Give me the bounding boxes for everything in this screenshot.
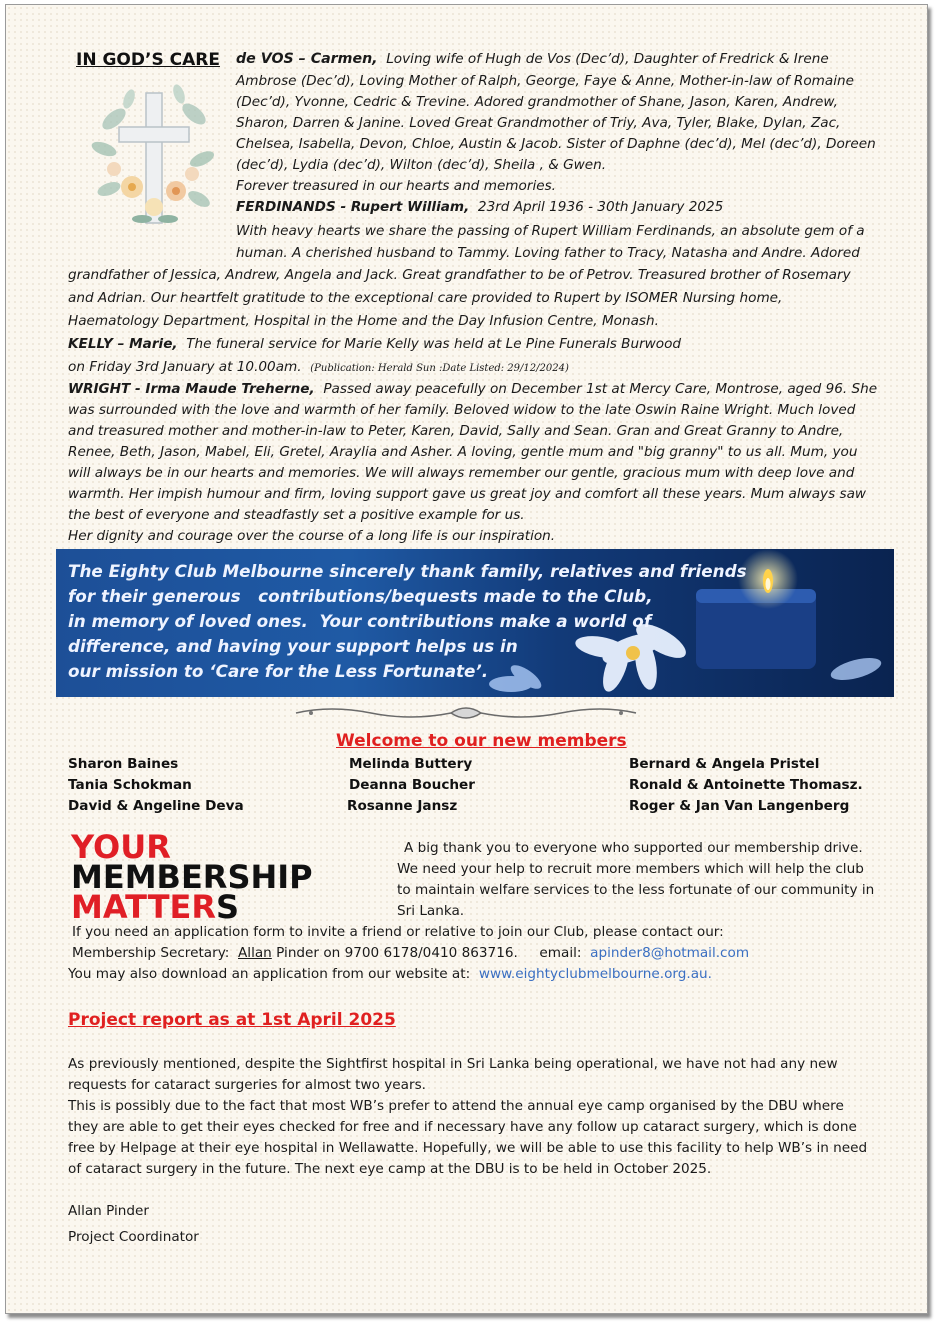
signoff-name: Allan Pinder bbox=[68, 1203, 149, 1219]
ferdinands-name: FERDINANDS - Rupert William, bbox=[236, 199, 470, 215]
wright-line3: and treasured mother and mother-in-law to Peter, Karen, David, Sally and Sean. Gran and Great Granny to Andre, bbox=[68, 423, 844, 439]
wright-line8: Her dignity and courage over the course of a long life is our inspiration. bbox=[68, 528, 556, 544]
contact-phone: Pinder on 9700 6178/0410 863716. bbox=[276, 945, 518, 961]
signoff-title: Project Coordinator bbox=[68, 1229, 199, 1245]
membership-logo bbox=[71, 828, 391, 926]
devos-line4: Sharon, Darren & Janine. Loved Great Grandmother of Triy, Ava, Tyler, Blake, Dylan, Zac, bbox=[236, 115, 841, 131]
membership-thanks-line2: We need your help to recruit more members which will help the club bbox=[397, 861, 864, 877]
membership-thanks-line1: A big thank you to everyone who supported our membership drive. bbox=[404, 840, 863, 856]
kelly-publication: (Publication: Herald Sun :Date Listed: 29/12/2024) bbox=[310, 363, 569, 374]
logo-matter: MATTER bbox=[71, 888, 217, 926]
project-report-title: Project report as at 1st April 2025 bbox=[68, 1010, 396, 1030]
email-link[interactable]: apinder8@hotmail.com bbox=[590, 945, 750, 961]
devos-text: Loving wife of Hugh de Vos (Dec’d), Daughter of Fredrick & Irene bbox=[386, 51, 829, 67]
thank-you-banner bbox=[56, 549, 894, 697]
project-p2-line3: free by Helpage at their eye hospital in Wellawatte. Hopefully, we will be able to use this facility to help WB’s in need bbox=[68, 1140, 868, 1156]
contact-line2 bbox=[72, 943, 749, 964]
member-name: Tania Schokman bbox=[68, 777, 192, 793]
wright-line6: warmth. Her impish humour and firm, loving support gave us great joy and comfort all these years. Mum always saw bbox=[68, 486, 867, 502]
member-name: Roger & Jan Van Langenberg bbox=[629, 798, 850, 814]
email-label: email: bbox=[539, 945, 582, 961]
logo-s: S bbox=[216, 888, 240, 926]
wright-line5: will always be in our hearts and memories. We will always remember our gentle, gracious mum with deep love and bbox=[68, 465, 855, 481]
logo-line-your: YOUR bbox=[71, 828, 171, 866]
kelly-date: on Friday 3rd January at 10.00am. bbox=[68, 359, 302, 375]
project-p1-line2: requests for cataract surgeries for almost two years. bbox=[68, 1077, 426, 1093]
membership-thanks-line4: Sri Lanka. bbox=[397, 903, 465, 919]
membership-thanks-line3: to maintain welfare services to the less fortunate of our community in bbox=[397, 882, 875, 898]
download-text: You may also download an application from our website at: bbox=[68, 966, 471, 982]
logo-line-matters bbox=[71, 888, 391, 926]
wright-line4: Renee, Beth, Jason, Mabel, Eli, Gretel, Araylia and Asher. A loving, gentle mum and "big granny" to us all. Mum, you bbox=[68, 444, 858, 460]
devos-notice-line1 bbox=[236, 49, 829, 70]
kelly-name: KELLY – Marie, bbox=[68, 336, 178, 352]
website-link[interactable]: www.eightyclubmelbourne.org.au. bbox=[478, 966, 712, 982]
banner-text: The Eighty Club Melbourne sincerely thank family, relatives and friends for their generous contributions/bequests made to the Club, in memory of loved ones. Your contributions make a world of difference, and having your support helps us in our mission to ‘Care for the Less Fortunate’. bbox=[68, 561, 747, 681]
member-name: David & Angeline Deva bbox=[68, 798, 244, 814]
contact-first-name: Allan bbox=[238, 945, 272, 961]
wright-text: Passed away peacefully on December 1st at Mercy Care, Montrose, aged 96. She bbox=[323, 381, 878, 397]
member-name: Bernard & Angela Pristel bbox=[629, 756, 820, 772]
ferdinands-line5: Haematology Department, Hospital in the Home and the Day Infusion Centre, Monash. bbox=[68, 313, 659, 329]
project-p2-line2: they are able to get their eyes checked for free and if necessary have any follow up cataract surgery, which is done bbox=[68, 1119, 857, 1135]
member-name: Rosanne Jansz bbox=[347, 798, 458, 814]
wright-name: WRIGHT - Irma Maude Treherne, bbox=[68, 381, 315, 397]
wright-line2: was surrounded with the love and warmth of her family. Beloved widow to the late Oswin Raine Wright. Much loved bbox=[68, 402, 856, 418]
member-name: Deanna Boucher bbox=[349, 777, 475, 793]
section-title: IN GOD’S CARE bbox=[76, 50, 220, 70]
welcome-title: Welcome to our new members bbox=[336, 731, 627, 751]
wright-heading bbox=[68, 379, 877, 400]
project-p2-line4: of cataract surgery in the future. The next eye camp at the DBU is to be held in October 2025. bbox=[68, 1161, 712, 1177]
devos-name: de VOS – Carmen, bbox=[236, 51, 378, 67]
devos-line2: Ambrose (Dec’d), Loving Mother of Ralph, George, Faye & Anne, Mother-in-law of Romaine bbox=[236, 73, 854, 89]
ferdinands-heading bbox=[236, 197, 723, 218]
logo-line-membership: MEMBERSHIP bbox=[71, 858, 313, 896]
ferdinands-line1: With heavy hearts we share the passing of Rupert William Ferdinands, an absolute gem of a bbox=[236, 223, 865, 239]
wright-line7: the best of everyone and steadfastly set a positive example for us. bbox=[68, 507, 525, 523]
member-name: Ronald & Antoinette Thomasz. bbox=[629, 777, 863, 793]
contact-line1: If you need an application form to invite a friend or relative to join our Club, please contact our: bbox=[72, 924, 724, 940]
member-name: Sharon Baines bbox=[68, 756, 179, 772]
project-p1-line1: As previously mentioned, despite the Sightfirst hospital in Sri Lanka being operational, we have not had any new bbox=[68, 1056, 838, 1072]
download-line bbox=[68, 964, 712, 985]
kelly-text: The funeral service for Marie Kelly was held at Le Pine Funerals Burwood bbox=[186, 336, 682, 352]
ferdinands-line4: and Adrian. Our heartfelt gratitude to the exceptional care provided to Rupert by ISOMER Nursing home, bbox=[68, 290, 783, 306]
kelly-heading bbox=[68, 334, 681, 355]
contact-secretary-label: Membership Secretary: bbox=[72, 945, 230, 961]
project-p2-line1: This is possibly due to the fact that most WB’s prefer to attend the annual eye camp organised by the DBU where bbox=[68, 1098, 844, 1114]
devos-line5: Chelsea, Isabella, Devon, Chloe, Austin & Jacob. Sister of Daphne (dec’d), Mel (dec’d), Doreen bbox=[236, 136, 876, 152]
devos-line7: Forever treasured in our hearts and memories. bbox=[236, 178, 556, 194]
cross-flowers-illustration bbox=[84, 79, 224, 239]
kelly-line2 bbox=[68, 357, 569, 379]
devos-line6: (dec’d), Lydia (dec’d), Wilton (dec’d), Sheila , & Gwen. bbox=[236, 157, 607, 173]
ferdinands-dates: 23rd April 1936 - 30th January 2025 bbox=[477, 199, 724, 215]
ferdinands-line3: grandfather of Jessica, Andrew, Angela and Jack. Great grandfather to be of Petrov. Treasured brother of Rosemary bbox=[68, 267, 851, 283]
newsletter-page bbox=[5, 4, 928, 1314]
devos-line3: (Dec’d), Yvonne, Cedric & Trevine. Adored grandmother of Shane, Jason, Karen, Andrew, bbox=[236, 94, 838, 110]
ornamental-divider bbox=[291, 705, 641, 721]
member-name: Melinda Buttery bbox=[349, 756, 473, 772]
ferdinands-line2: human. A cherished husband to Tammy. Loving father to Tracy, Natasha and Andre. Adored bbox=[236, 245, 860, 261]
